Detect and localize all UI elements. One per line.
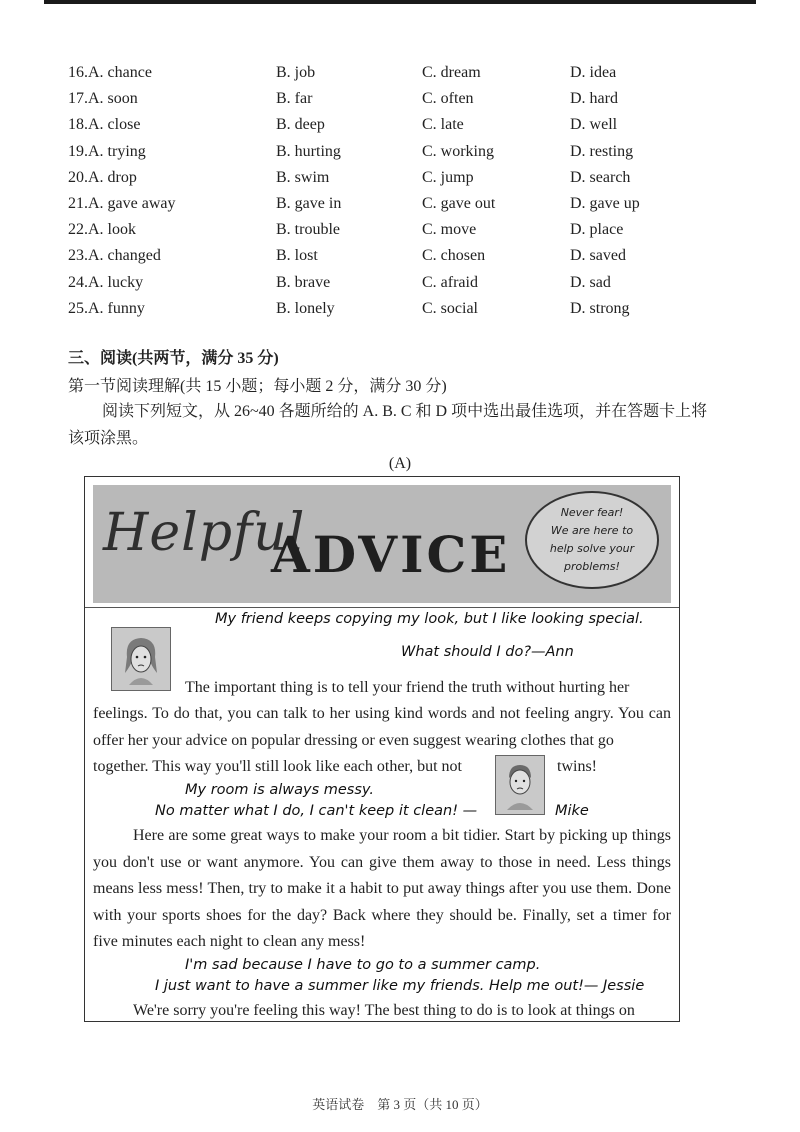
option-a: A. lucky <box>88 273 144 291</box>
question-number: 25. <box>68 299 88 317</box>
banner-divider <box>85 607 679 608</box>
option-b: B. job <box>276 64 316 82</box>
option-d: D. sad <box>570 273 611 291</box>
option-c: C. chosen <box>422 247 486 265</box>
mike-question-1: My room is always messy. <box>185 782 374 798</box>
option-a: A. changed <box>88 247 161 265</box>
section-title: 三、阅读(共两节，满分 35 分) <box>68 350 279 367</box>
option-d: D. gave up <box>570 195 640 213</box>
option-a: A. gave away <box>88 195 176 213</box>
option-b: B. trouble <box>276 221 340 239</box>
choices-list <box>68 60 708 322</box>
passage-box <box>84 476 680 1022</box>
bubble-line: Never fear! <box>560 506 624 519</box>
jessie-answer: We're sorry you're feeling this way! The best thing to do is to look at things on <box>133 1002 635 1019</box>
bubble-line: We are here to <box>550 524 634 537</box>
option-a: A. look <box>88 221 136 239</box>
mike-signature: Mike <box>555 803 589 819</box>
option-b: B. far <box>276 90 313 108</box>
option-c: C. working <box>422 142 494 160</box>
question-number: 17. <box>68 90 88 108</box>
option-b: B. brave <box>276 273 331 291</box>
question-number: 24. <box>68 273 88 291</box>
mike-answer: Here are some great ways to make your room a bit tidier. Start by picking up things you don't use or want anymore. You can give them away to those in need. Less things means less mess! Then, try to make it a habit to put away things after you use them. Done with your sports shoes for the day? Back where they should be. Finally, set a timer for five minutes each night to clean any mess! <box>93 827 671 950</box>
advice-banner <box>93 485 671 603</box>
option-b: B. deep <box>276 116 325 134</box>
option-d: D. well <box>570 116 618 134</box>
speech-bubble <box>525 491 659 589</box>
option-b: B. gave in <box>276 195 342 213</box>
option-d: D. resting <box>570 142 634 160</box>
question-number: 19. <box>68 142 88 160</box>
option-d: D. place <box>570 221 624 239</box>
bubble-line: help solve your <box>549 542 635 555</box>
banner-advice: ADVICE <box>271 525 511 584</box>
choice-row <box>68 139 708 165</box>
choice-row <box>68 165 708 191</box>
ann-answer-line1: The important thing is to tell your friend the truth without hurting her <box>185 679 630 696</box>
option-d: D. saved <box>570 247 626 265</box>
option-a: A. close <box>88 116 141 134</box>
ann-question: My friend keeps copying my look, but I like looking special. <box>215 611 644 627</box>
top-rule <box>44 0 756 4</box>
question-number: 16. <box>68 64 88 82</box>
jessie-question-1: I'm sad because I have to go to a summer camp. <box>185 957 541 973</box>
jessie-question-2: I just want to have a summer like my friends. Help me out!— Jessie <box>155 978 645 994</box>
option-b: B. swim <box>276 168 330 186</box>
option-a: A. drop <box>88 168 137 186</box>
option-c: C. often <box>422 90 474 108</box>
choice-row <box>68 243 708 269</box>
option-c: C. jump <box>422 168 474 186</box>
bubble-line: problems! <box>564 560 620 573</box>
option-a: A. trying <box>88 142 146 160</box>
ann-signature: What should I do?—Ann <box>401 644 574 660</box>
option-d: D. search <box>570 168 631 186</box>
choice-row <box>68 217 708 243</box>
question-number: 18. <box>68 116 88 134</box>
option-b: B. hurting <box>276 142 341 160</box>
ann-answer-twins: twins! <box>557 758 597 775</box>
page-footer: 英语试卷 第 3 页（共 10 页） <box>312 1097 488 1112</box>
option-d: D. hard <box>570 90 618 108</box>
question-number: 20. <box>68 168 88 186</box>
ann-answer-line3: together. This way you'll still look like each other, but not <box>93 758 462 775</box>
boy-portrait-icon <box>495 755 545 815</box>
section-subtitle: 第一节阅读理解(共 15 小题；每小题 2 分，满分 30 分) <box>68 378 447 395</box>
choice-row <box>68 86 708 112</box>
choice-row <box>68 112 708 138</box>
choice-row <box>68 60 708 86</box>
mike-question-2: No matter what I do, I can't keep it clean! — <box>155 803 478 819</box>
option-c: C. dream <box>422 64 481 82</box>
option-a: A. soon <box>88 90 138 108</box>
option-c: C. gave out <box>422 195 496 213</box>
choice-row <box>68 191 708 217</box>
question-number: 22. <box>68 221 88 239</box>
banner-helpful: Helpful <box>103 503 306 563</box>
choice-row <box>68 270 708 296</box>
option-d: D. strong <box>570 299 630 317</box>
option-c: C. afraid <box>422 273 478 291</box>
section-instructions: 阅读下列短文，从 26~40 各题所给的 A. B. C 和 D 项中选出最佳选项，并在答题卡上将该项涂黑。 <box>68 403 708 447</box>
question-number: 23. <box>68 247 88 265</box>
choice-row <box>68 296 708 322</box>
option-b: B. lost <box>276 247 318 265</box>
question-number: 21. <box>68 195 88 213</box>
option-a: A. chance <box>88 64 152 82</box>
option-a: A. funny <box>88 299 145 317</box>
option-c: C. move <box>422 221 477 239</box>
passage-label: (A) <box>388 455 412 472</box>
option-d: D. idea <box>570 64 617 82</box>
ann-answer-body: feelings. To do that, you can talk to her using kind words and not feeling angry. You can offer her your advice on popular dressing or even suggest wearing clothes that go <box>93 705 671 749</box>
option-c: C. social <box>422 299 478 317</box>
girl-portrait-icon <box>111 627 171 691</box>
option-c: C. late <box>422 116 464 134</box>
option-b: B. lonely <box>276 299 335 317</box>
